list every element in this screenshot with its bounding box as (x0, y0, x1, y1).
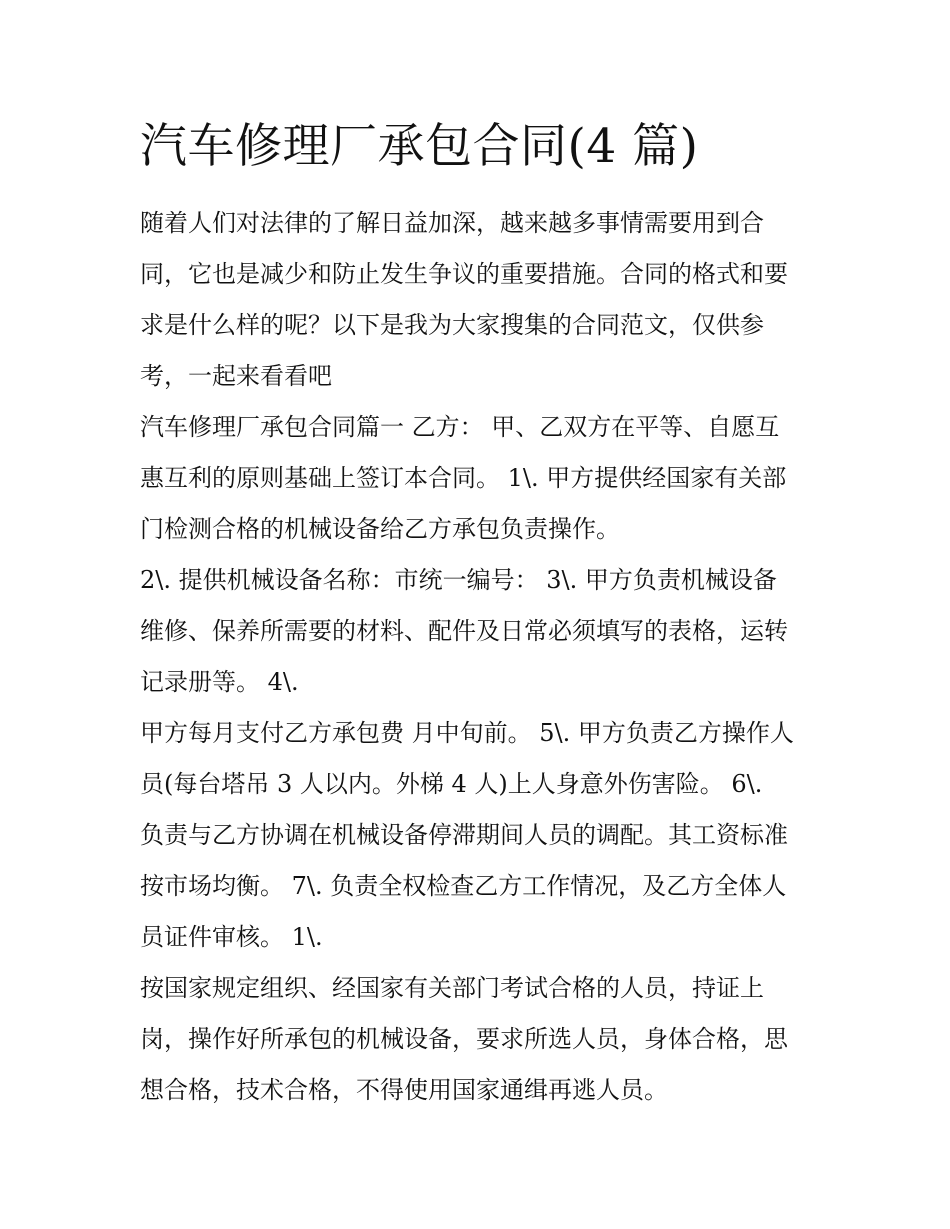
paragraph-coordination (140, 810, 820, 963)
text-line: 维修、保养所需要的材料、配件及日常必须填写的表格，运转 (140, 617, 788, 645)
text-line: 记录册等。 4\. (140, 668, 299, 696)
text-line: 甲方每月支付乙方承包费 月中旬前。 5\. 甲方负责乙方操作人 (140, 719, 794, 747)
document-title: 汽车修理厂承包合同(4 篇) (140, 119, 699, 174)
text-line: 汽车修理厂承包合同篇一 乙方： 甲、乙双方在平等、自愿互 (140, 413, 780, 441)
text-line: 员(每台塔吊 3 人以内。外梯 4 人)上人身意外伤害险。 6\. (140, 770, 763, 798)
text-line: 员证件审核。 1\. (140, 923, 323, 951)
text-line: 惠互利的原则基础上签订本合同。 1\. 甲方提供经国家有关部 (140, 464, 787, 492)
text-line: 按市场均衡。 7\. 负责全权检查乙方工作情况，及乙方全体人 (140, 872, 787, 900)
text-line: 负责与乙方协调在机械设备停滞期间人员的调配。其工资标准 (140, 821, 788, 849)
text-line: 同，它也是减少和防止发生争议的重要措施。合同的格式和要 (140, 260, 788, 288)
text-line: 随着人们对法律的了解日益加深，越来越多事情需要用到合 (140, 209, 764, 237)
paragraph-payment (140, 708, 820, 810)
document-body (140, 198, 820, 1116)
paragraph-contract-one (140, 402, 820, 555)
text-line: 想合格，技术合格，不得使用国家通缉再逃人员。 (140, 1076, 668, 1104)
text-line: 按国家规定组织、经国家有关部门考试合格的人员，持证上 (140, 974, 764, 1002)
text-line: 求是什么样的呢？以下是我为大家搜集的合同范文，仅供参 (140, 311, 764, 339)
text-line: 2\. 提供机械设备名称：市统一编号： 3\. 甲方负责机械设备 (140, 566, 777, 594)
text-line: 岗，操作好所承包的机械设备，要求所选人员，身体合格，思 (140, 1025, 788, 1053)
text-line: 门检测合格的机械设备给乙方承包负责操作。 (140, 515, 620, 543)
paragraph-intro (140, 198, 820, 402)
text-line: 考，一起来看看吧 (140, 362, 332, 390)
paragraph-personnel (140, 963, 820, 1116)
paragraph-equipment (140, 555, 820, 708)
